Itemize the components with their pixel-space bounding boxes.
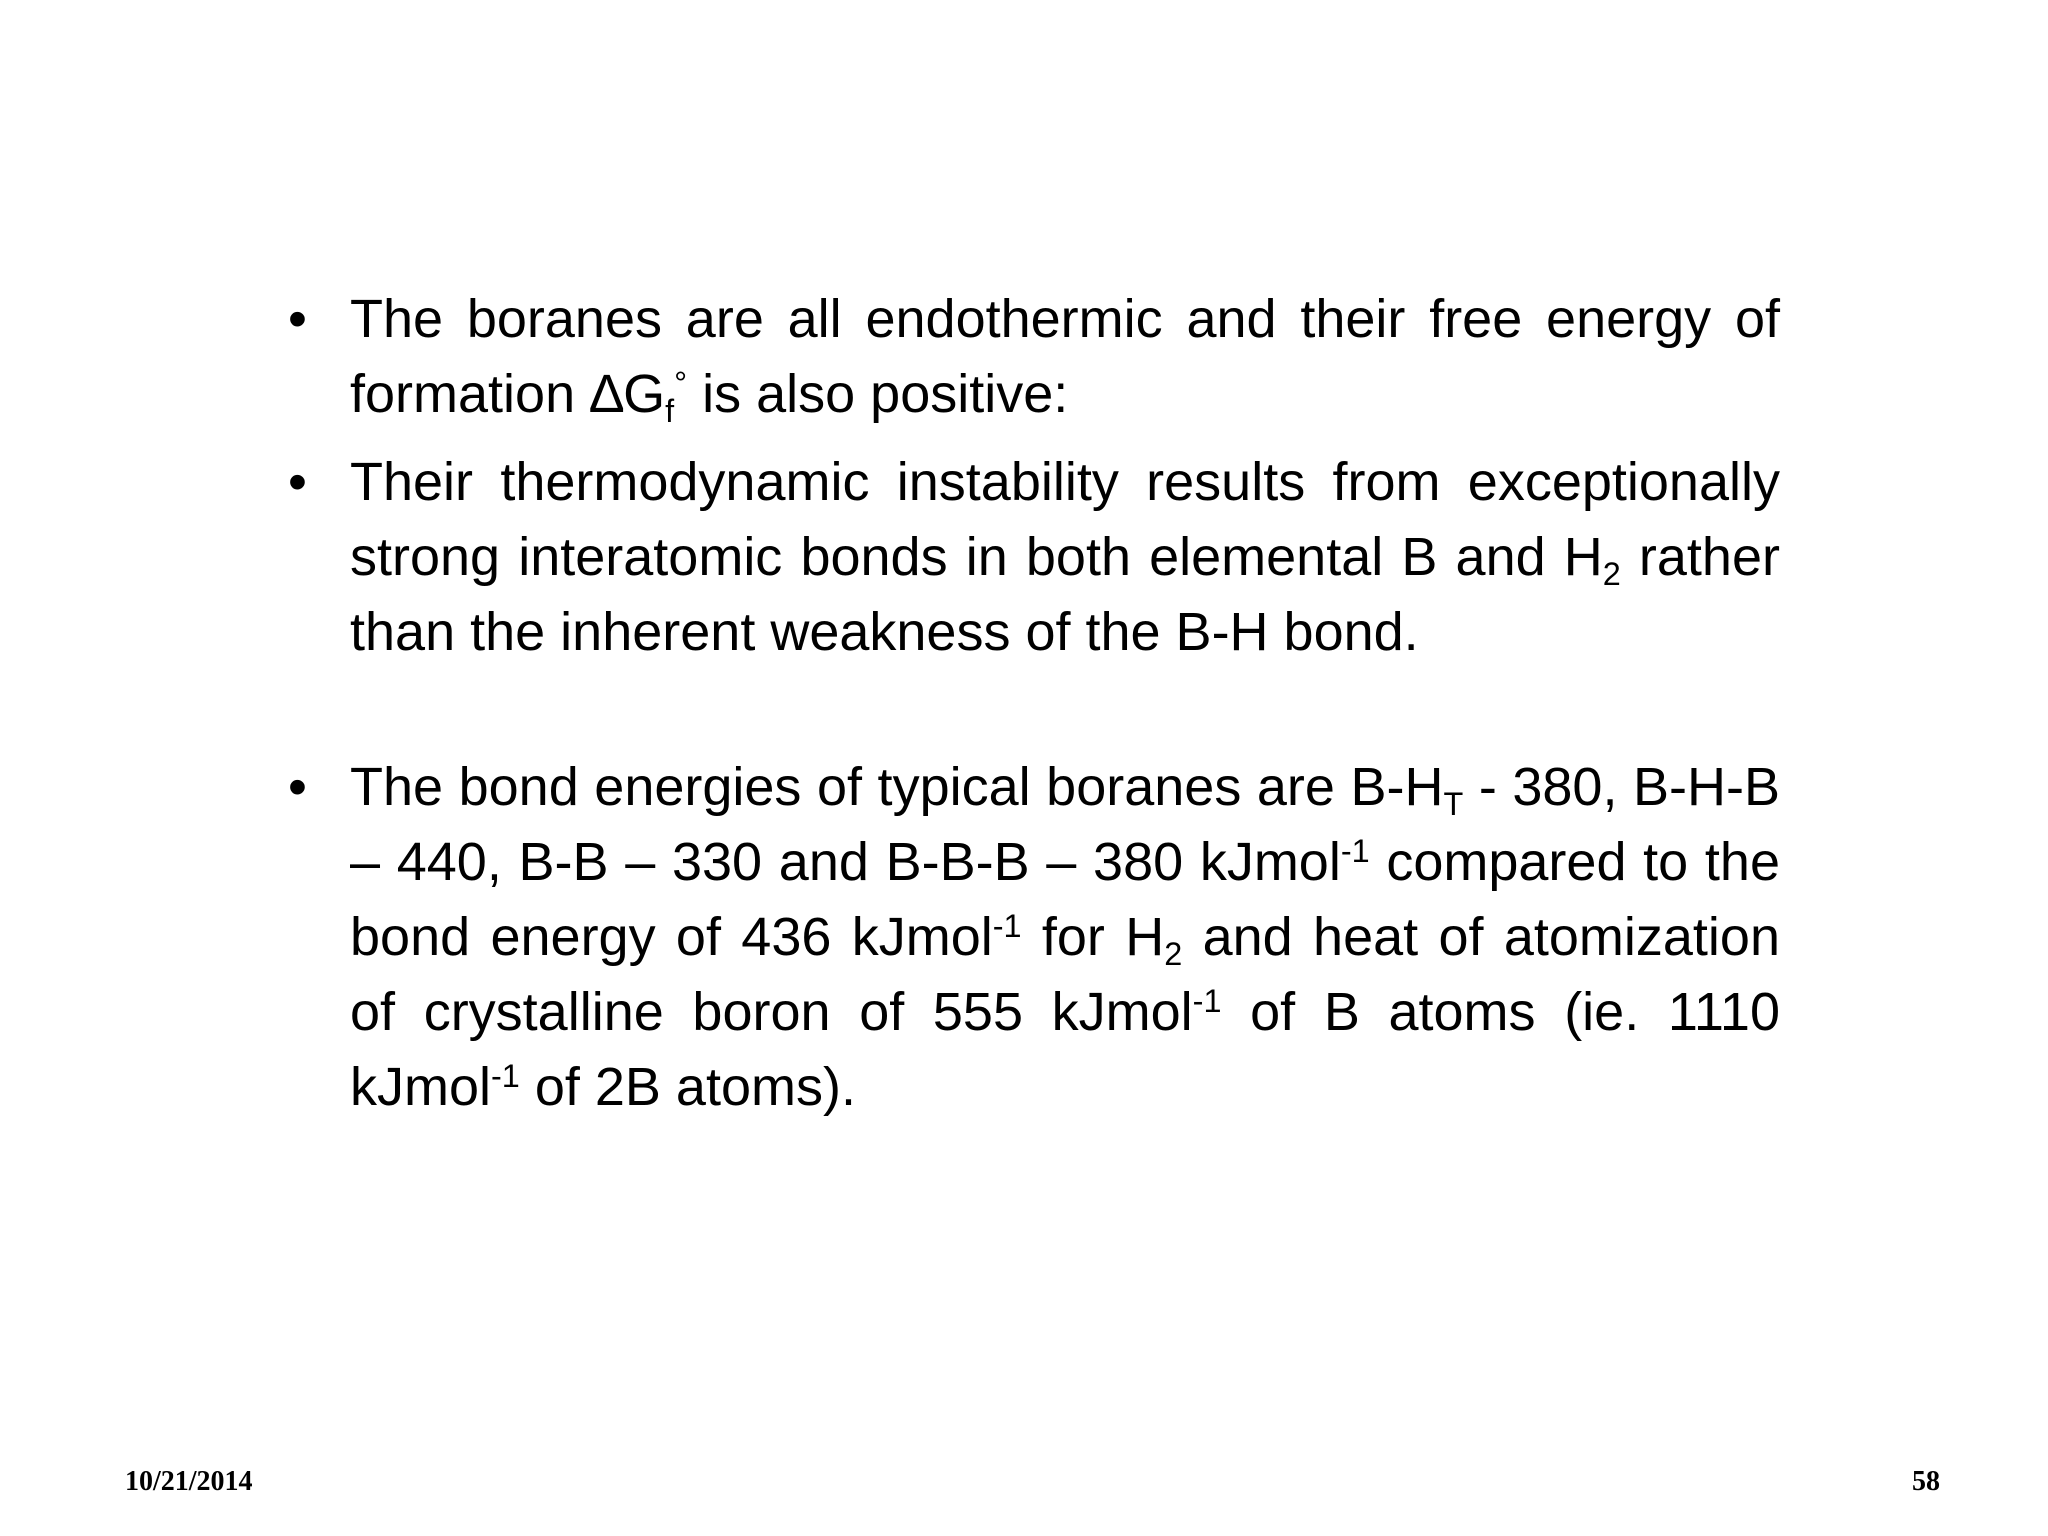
- bullet-text: [350, 757, 1780, 1117]
- subscript: T: [1443, 785, 1464, 822]
- text-run: and heat of atomization of crystalline boron of 555 kJmol: [350, 907, 1780, 1042]
- bullet-dot: •: [288, 289, 307, 349]
- text-run: The boranes are all endothermic and their free energy of formation ∆G: [350, 289, 1780, 424]
- text-run: Their thermodynamic instability results from exceptionally strong interatomic bonds in both elemental B and H: [350, 452, 1780, 587]
- subscript: f: [665, 392, 675, 429]
- superscript: °: [674, 365, 688, 402]
- bullet-text: [350, 289, 1780, 429]
- bullet-item: [280, 445, 1780, 670]
- text-run: of B atoms (ie. 1110 kJmol: [350, 982, 1780, 1117]
- superscript: -1: [1340, 833, 1370, 870]
- text-run: - 380, B-H-B – 440, B-B – 330 and B-B-B – 380 kJmol: [350, 757, 1780, 892]
- text-run: rather than the inherent weakness of the B-H bond.: [350, 527, 1780, 662]
- superscript: -1: [491, 1058, 520, 1095]
- bullet-dot: •: [288, 757, 307, 817]
- superscript: -1: [992, 908, 1022, 945]
- text-run: for H: [1021, 907, 1165, 967]
- text-run: The bond energies of typical boranes are B-H: [350, 757, 1444, 817]
- subscript: 2: [1602, 555, 1621, 592]
- text-run: compared to the bond energy of 436 kJmol: [350, 832, 1780, 967]
- bullet-item: [280, 750, 1780, 1125]
- page-number: 58: [1912, 1466, 1940, 1497]
- text-run: of 2B atoms).: [519, 1057, 856, 1117]
- text-run: is also positive:: [687, 364, 1069, 424]
- superscript: -1: [1192, 983, 1222, 1020]
- slide-body: [280, 282, 1780, 1125]
- bullet-item: [280, 282, 1780, 432]
- bullet-text: [350, 452, 1780, 662]
- footer-date: 10/21/2014: [125, 1466, 253, 1497]
- subscript: 2: [1164, 935, 1183, 972]
- bullet-dot: •: [288, 452, 307, 512]
